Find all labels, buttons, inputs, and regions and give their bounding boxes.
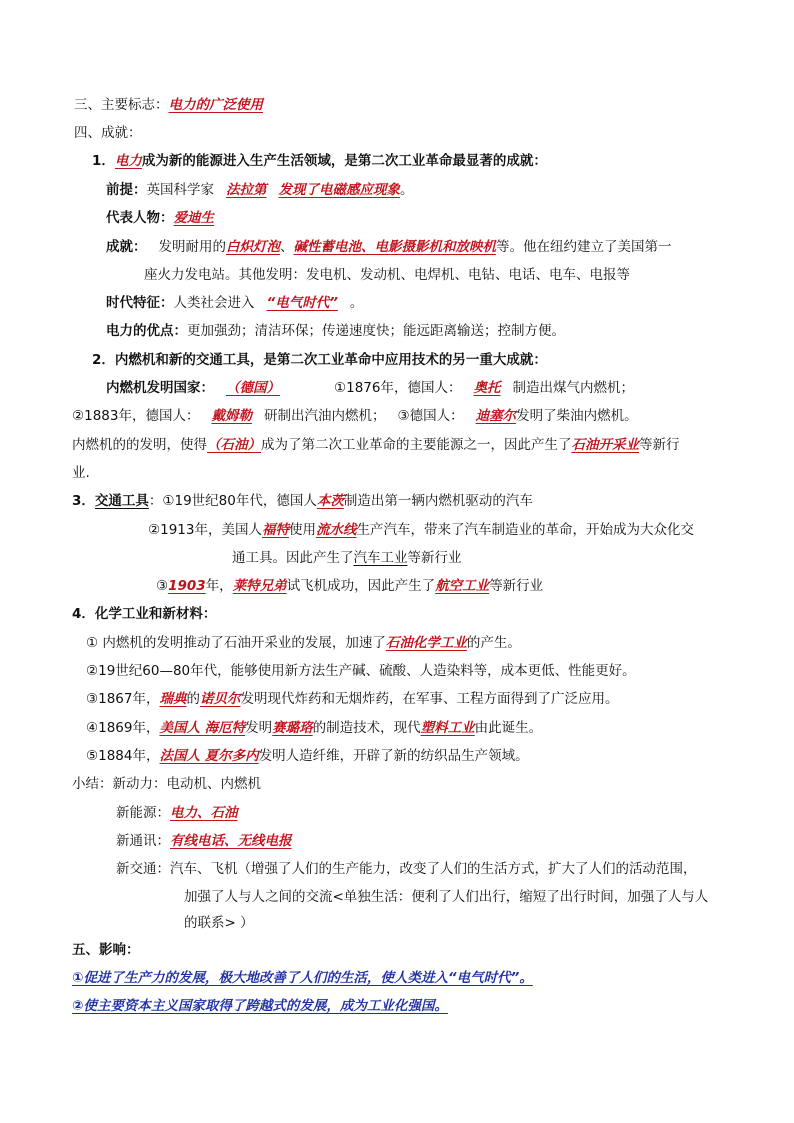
advantages-line: 电力的优点：更加强劲；清洁环保；传递速度快；能远距离输送；控制方便。 <box>106 323 565 339</box>
chem-item-4: ④1869年，美国人 海厄特发明赛璐珞的制造技术，现代塑料工业由此诞生。 <box>86 720 543 736</box>
wright-line: ③1903年，莱特兄弟试飞机成功，因此产生了航空工业等新行业 <box>156 578 544 594</box>
section-5-heading: 五、影响： <box>72 942 140 958</box>
chem-item-2: ②19世纪60—80年代，能够使用新方法生产碱、硫酸、人造染料等，成本更低、性能更好。 <box>86 663 636 679</box>
chem-item-5: ⑤1884年，法国人 夏尔多内发明人造纤维，开辟了新的纺织品生产领域。 <box>86 748 529 764</box>
point-4-heading: 4．化学工业和新材料： <box>72 606 217 622</box>
impact-2: ②使主要资本主义国家取得了跨越式的发展，成为工业化强国。 <box>72 998 448 1014</box>
section-3-line <box>74 96 263 114</box>
chem-item-3: ③1867年，瑞典的诺贝尔发明现代炸药和无烟炸药，在军事、工程方面得到了广泛应用。 <box>86 691 619 707</box>
premise-line: 前提：英国科学家 法拉第 发现了电磁感应现象。 <box>106 182 414 198</box>
summary-comm-line: 新通讯：有线电话、无线电报 <box>116 833 292 849</box>
impact-1: ①促进了生产力的发展，极大地改善了人们的生活，使人类进入“电气时代”。 <box>72 970 533 986</box>
point-3-line: 3．交通工具：①19世纪80年代，德国人本茨制造出第一辆内燃机驱动的汽车 <box>72 493 533 509</box>
summary-transport-line: 新交通：汽车、飞机（增强了人们的生产能力，改变了人们的生活方式，扩大了人们的活动范围， <box>116 861 697 877</box>
summary-power-line: 小结：新动力：电动机、内燃机 <box>72 776 261 792</box>
ice-oil-line-2: 业. <box>72 465 90 481</box>
ice-country-line: 内燃机发明国家： （德国） <box>106 380 280 396</box>
achievement-line-2: 座火力发电站。其他发明：发电机、发动机、电焊机、电钻、电话、电车、电报等 <box>144 267 630 283</box>
section-4-heading: 四、成就： <box>74 125 142 141</box>
summary-transport-line-3: 的联系> ） <box>184 915 254 931</box>
summary-energy-line: 新能源：电力、石油 <box>116 805 238 821</box>
ice-oil-line: 内燃机的的发明，使得（石油）成为了第二次工业革命的主要能源之一，因此产生了石油开采业等新行 <box>72 437 680 453</box>
section-3-answer: 电力的广泛使用 <box>168 97 263 113</box>
point-1-heading: 1．电力成为新的能源进入生产生活领域，是第二次工业革命最显著的成就： <box>92 153 547 169</box>
ice-otto-line: ①1876年，德国人： 奥托 制造出煤气内燃机； <box>334 380 634 396</box>
chem-item-1: ① 内燃机的发明推动了石油开采业的发展，加速了石油化学工业的产生。 <box>86 635 521 651</box>
ice-daimler-line: ②1883年，德国人： 戴姆勒 研制出汽油内燃机； ③德国人： 迪塞尔发明了柴油内燃机。 <box>72 408 638 424</box>
ford-line-2: 通工具。因此产生了汽车工业等新行业 <box>232 550 462 566</box>
summary-transport-line-2: 加强了人与人之间的交流<单独生活：便利了人们出行，缩短了出行时间，加强了人与人 <box>184 889 709 905</box>
ford-line: ②1913年，美国人福特使用流水线生产汽车，带来了汽车制造业的革命，开始成为大众化交 <box>148 522 694 538</box>
section-3-label: 三、主要标志： <box>74 97 169 113</box>
representative-line: 代表人物：爱迪生 <box>106 210 214 226</box>
era-line: 时代特征：人类社会进入 “电气时代” 。 <box>106 295 364 311</box>
achievement-line: 成就： 发明耐用的白炽灯泡、碱性蓄电池、电影摄影机和放映机等。他在纽约建立了美国第一 <box>106 239 672 255</box>
point-2-heading: 2．内燃机和新的交通工具，是第二次工业革命中应用技术的另一重大成就： <box>92 352 547 368</box>
